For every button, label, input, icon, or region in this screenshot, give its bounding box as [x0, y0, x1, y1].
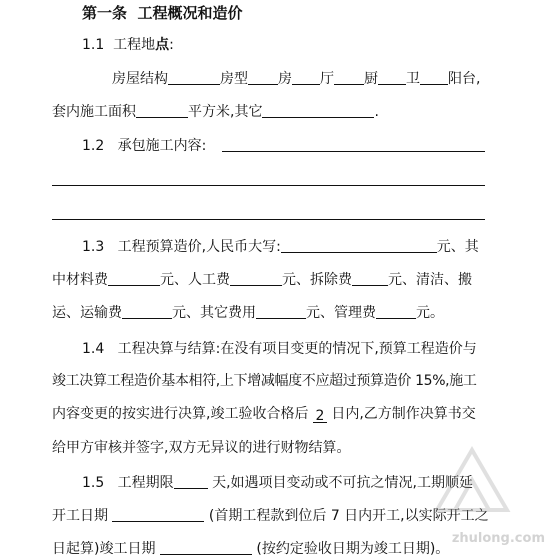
blank-scope-3 [52, 219, 485, 220]
label-balcony: 阳台, [448, 71, 481, 87]
blank-completion-date [160, 540, 252, 555]
period: . [374, 104, 379, 120]
blank-duration [174, 474, 208, 489]
clause-1-5-line-3 [52, 540, 449, 558]
label-baths: 卫 [406, 71, 420, 87]
clause-1-1-title [82, 36, 174, 54]
settlement-text-1: 工程决算与结算:在没有项目变更的情况下,预算工程造价与 [117, 341, 477, 357]
clause-1-3-line-3 [52, 304, 444, 322]
blank-demolition [352, 271, 388, 286]
settlement-text-3b: 日内,乙方制作决算书交 [331, 406, 476, 422]
label-sqm-other: 平方米,其它 [188, 104, 263, 120]
blank-halls [334, 70, 364, 85]
clause-number: 1.1 [82, 37, 105, 53]
label-cleaning: 元、清洁、搬 [388, 272, 472, 288]
label-yuan-of-which: 元、其 [436, 239, 479, 255]
colon: : [169, 37, 174, 53]
settlement-text-3a: 内容变更的按实进行决算,竣工验收合格后 [52, 406, 309, 422]
label-demolition: 元、拆除费 [282, 272, 352, 288]
blank-area [136, 103, 188, 118]
completion-date-text: (按约定验收日期为竣工日期)。 [256, 541, 450, 557]
label-area: 套内施工面积 [52, 104, 136, 120]
duration-text: 天,如遇项目变动或不可抗之情况,工期顺延 [212, 475, 473, 491]
blank-room-type [248, 70, 278, 85]
article-heading [82, 4, 242, 22]
label-scope: 承包施工内容: [117, 138, 207, 154]
blank-structure [168, 70, 220, 85]
blank-budget-total [281, 238, 437, 253]
label-halls: 厅 [320, 71, 334, 87]
clause-1-4-line-3 [52, 405, 476, 423]
label-room-type: 房型 [220, 71, 248, 87]
label-budget-total: 工程预算造价,人民币大写: [117, 239, 281, 255]
blank-scope-1 [222, 151, 485, 152]
clause-number: 1.2 [82, 138, 105, 154]
blank-kitchens [378, 70, 406, 85]
label-rooms: 房 [278, 71, 292, 87]
label-other-fees: 元、其它费用 [172, 305, 256, 321]
clause-1-3-line-2 [52, 271, 472, 289]
label-completion-date: 日起算)竣工日期 [52, 541, 156, 557]
blank-baths [420, 70, 448, 85]
watermark-logo-icon [427, 440, 517, 520]
label-kitchens: 厨 [364, 71, 378, 87]
blank-scope-2 [52, 185, 485, 186]
clause-1-5-line-1 [82, 474, 473, 492]
label-materials: 中材料费 [52, 272, 108, 288]
label-structure: 房屋结构 [112, 71, 168, 87]
label-start-date: 开工日期 [52, 508, 108, 524]
blank-start-date [112, 507, 204, 522]
clause-title: 工程地 [113, 37, 156, 53]
clause-1-3-line-1 [82, 238, 479, 256]
clause-title-bold: 点 [155, 37, 170, 53]
blank-rooms [292, 70, 320, 85]
label-transport: 运、运输费 [52, 305, 122, 321]
settlement-text-2: 竣工决算工程造价基本相符,上下增减幅度不应超过预算造价 15%,施工 [52, 373, 477, 389]
clause-1-4-line-4 [52, 439, 350, 457]
clause-number: 1.5 [82, 475, 105, 491]
clause-1-1-line-2 [52, 103, 379, 121]
blank-materials [108, 271, 160, 286]
label-labor: 元、人工费 [160, 272, 230, 288]
clause-number: 1.4 [82, 341, 105, 357]
label-management: 元、管理费 [306, 305, 376, 321]
blank-labor [230, 271, 282, 286]
start-date-text: (首期工程款到位后 7 日内开工,以实际开工之 [208, 508, 489, 524]
clause-1-2-title [82, 137, 206, 155]
clause-number: 1.3 [82, 239, 105, 255]
settlement-days: 2 [313, 407, 327, 423]
label-duration: 工程期限 [117, 475, 174, 491]
article-title: 工程概况和造价 [137, 4, 243, 22]
clause-1-5-line-2 [52, 507, 489, 525]
settlement-text-4: 给甲方审核并签字,双方无异议的进行财物结算。 [52, 440, 351, 456]
blank-other-fees [256, 304, 306, 319]
article-number: 第一条 [82, 4, 128, 22]
clause-1-1-line-1 [112, 70, 480, 88]
blank-management [376, 304, 416, 319]
label-yuan-end: 元。 [416, 305, 444, 321]
watermark-text: zhulong.com [451, 531, 545, 546]
blank-other [262, 103, 374, 118]
clause-1-4-line-2 [52, 372, 477, 390]
blank-transport [122, 304, 172, 319]
clause-1-4-line-1 [82, 340, 477, 358]
